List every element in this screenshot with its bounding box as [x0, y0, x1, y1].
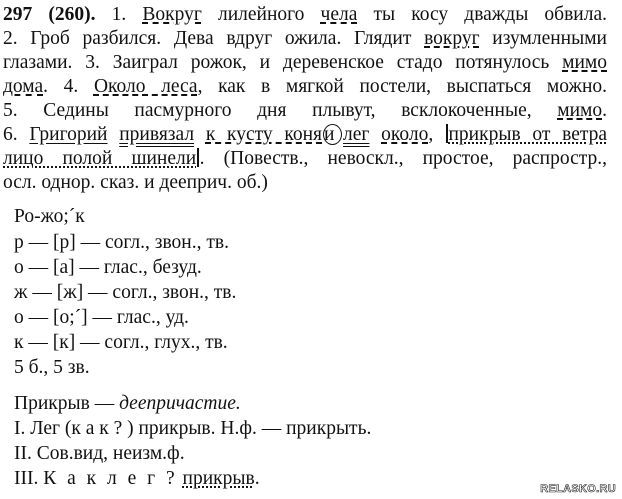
site-watermark: RELASKO.RU: [540, 483, 616, 495]
phonetic-summary: 5 б., 5 зв.: [14, 357, 90, 378]
exercise-line-6: 6. Григорий привязал к кусту коня и лег около, прикрыв от ветра: [3, 124, 608, 145]
morph-line-2: II. Сов.вид, неизм.ф.: [14, 443, 185, 464]
phrase-boundary-mark: [446, 124, 448, 143]
phonetic-row: ж — [ж] — согл., звон., тв.: [14, 282, 237, 303]
exercise-line-5: 5. Седины пасмурного дня плывут, всклокоченные, мимо.: [3, 100, 607, 121]
noun-underlined: чела: [320, 4, 358, 25]
adverbial-underlined: прикрыв: [182, 468, 255, 489]
participle-phrase-underlined: прикрыв от ветра: [448, 124, 608, 145]
adverbial-underlined: около: [381, 124, 429, 145]
part-of-speech: деепричастие.: [119, 393, 241, 414]
predicate-underlined: привязал: [119, 124, 195, 145]
phrase-boundary-mark: [197, 148, 199, 167]
phonetic-row: р — [р] — согл., звон., тв.: [14, 232, 229, 253]
exercise-line-2: 2. Гроб разбился. Дева вдруг ожила. Глядит вокруг изумленными: [3, 28, 607, 49]
predicate-underlined: лег: [343, 124, 370, 145]
exercise-number: 297 (260).: [3, 4, 96, 25]
adverb-underlined: мимо: [562, 52, 607, 73]
phonetic-row: к — [к] — согл., глух., тв.: [14, 332, 228, 353]
adverb-underlined: мимо: [557, 100, 603, 121]
phonetic-row: о — [о;´] — глас., уд.: [14, 307, 189, 328]
adverb-underlined: Вокруг: [142, 4, 202, 25]
question-spaced: К а к л е г ?: [43, 468, 178, 489]
adverb-underlined: вокруг: [424, 28, 480, 49]
conjunction-circled: и: [323, 124, 342, 145]
exercise-line-1: 297 (260). 1. Вокруг лилейного чела ты косу дважды обвила.: [3, 4, 607, 25]
noun-underlined: дома: [3, 76, 44, 97]
participle-phrase-underlined: лицо полой шинели: [3, 148, 197, 169]
subject-underlined: Григорий: [29, 124, 108, 145]
exercise-line-8: осл. однор. сказ. и дееприч. об.): [3, 172, 268, 193]
phonetic-word: Ро-жо;´к: [14, 206, 85, 227]
morph-line-1: I. Лег (к а к ? ) прикрыв. Н.ф. — прикрыть.: [14, 418, 372, 439]
morph-heading: Прикрыв — деепричастие.: [14, 393, 241, 414]
exercise-line-3: глазами. 3. Заиграл рожок, и деревенское стадо потянулось мимо: [3, 52, 607, 73]
phonetic-row: о — [а] — глас., безуд.: [14, 257, 202, 278]
adverb-underlined: Около леса: [93, 76, 198, 97]
object-underlined: к кусту коня: [205, 124, 323, 145]
exercise-line-4: дома. 4. Около леса, как в мягкой постели, выспаться можно.: [3, 76, 608, 97]
morph-line-3: III. К а к л е г ? прикрыв.: [14, 468, 260, 489]
exercise-line-7: лицо полой шинели . (Повеств., невоскл., простое, распростр.,: [3, 148, 607, 169]
